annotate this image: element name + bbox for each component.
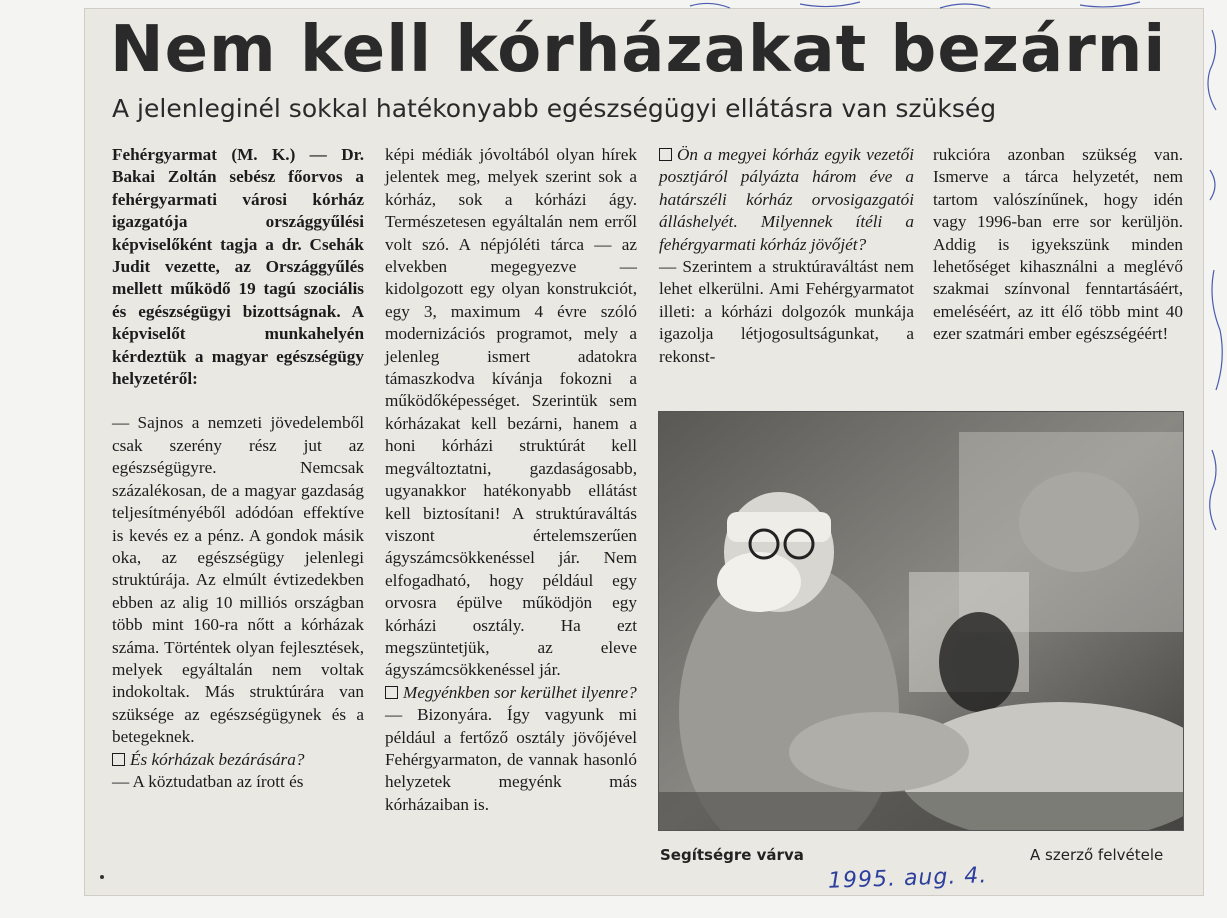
lead-bold-text: Dr. Bakai Zoltán sebész főorvos a fehérgyarmati városi kórház igazgatója országgyűlési képviselőként tagja a dr. Csehák Judit vezette, az Országgyűlés mellett működő 19 tagú szociális és egészségügyi bizottságnak. A képviselőt munkahelyén kérdeztük a magyar egészségügy helyzetéről:	[112, 145, 364, 389]
column-2-answer: — Bizonyára. Így vagyunk mi például a fertőző osztály jövőjével Fehérgyarmaton, de vannak hasonló helyzetek megyénk más kórházaiban is.	[385, 705, 637, 814]
column-3-answer: — Szerintem a struktúraváltást nem lehet elkerülni. Ami Fehérgyarmatot illeti: a kórházi dolgozók munkája igazolja létjogosultságunkat, a rekonst-	[659, 257, 914, 366]
column-2-text: képi médiák jóvoltából olyan hírek jelentek meg, melyek szerint sok a kórház, sok a kórházi ágy. Természetesen egyáltalán nem erről volt szó. A népjóléti tárca — az elvekben megegyezve — kidolgozott egy olyan konstrukciót, egy 3, maximum 4 évre szóló modernizációs programot, mely a jelenleg ismert adatokra támaszkodva kívánja fokozni a működőképességet. Szerintük sem kórházakat kell bezárni, hanem a honi kórházi struktúrát kell megváltoztatni, gazdaságosabb, ugyanakkor hatékonyabb ellátást kell biztosítani! A struktúraváltás viszont értelemszerűen ágyszámcsökkenéssel jár. Nem elfogadható, hogy például egy orvosra épülve működjön egy kórházi osztály. Ha ezt megszüntetjük, az eleve ágyszámcsökkenéssel jár.	[385, 145, 637, 680]
question-1	[112, 749, 364, 771]
article-subheadline: A jelenleginél sokkal hatékonyabb egészségügyi ellátásra van szükség	[112, 94, 997, 123]
question-box-icon	[112, 753, 125, 766]
column-4	[933, 144, 1183, 346]
photo-credit: A szerző felvétele	[1030, 846, 1164, 864]
answer-paragraph-2-start: — A köztudatban az írott és	[112, 771, 304, 791]
answer-paragraph-1: — Sajnos a nemzeti jövedelemből csak szerény rész jut az egészségügyre. Nemcsak százalékosan, de a magyar gazdaság teljesítményéből adódóan effektíve is kevés ez a pénz. A gondok másik oka, az egészségügy jelenlegi struktúrája. Az elmúlt évtizedekben ebben az alig 10 milliós országban több mint 160-ra nőtt a kórházak száma. Történtek olyan fejlesztések, melyek egyáltalán nem voltak indokoltak. Más struktúrára van szüksége az egészségügynek és a betegeknek.	[112, 413, 364, 747]
dateline: Fehérgyarmat (M. K.) —	[112, 145, 327, 164]
question-2-text: Megyénkben sor kerülhet ilyenre?	[403, 682, 637, 702]
print-dot	[100, 875, 104, 879]
article-photo	[658, 411, 1184, 831]
question-2	[385, 682, 637, 704]
article-headline: Nem kell kórházakat bezárni	[110, 13, 1167, 87]
column-1	[112, 144, 364, 793]
question-1-text: És kórházak bezárására?	[130, 749, 305, 769]
top-edge-scribble	[680, 0, 1200, 12]
question-box-icon	[659, 148, 672, 161]
question-3	[659, 144, 914, 256]
photo-caption: Segítségre várva	[660, 846, 804, 864]
column-4-text: rukcióra azonban szükség van. Ismerve a tárca helyzetét, nem tartom valószínűnek, hogy idén vagy 1996-ban erre sor kerüljön. Addig is igyekszünk minden lehetőséget kihasználni a meglévő szakmai színvonal fenntartásáért, emeléséért, az itt élő több mint 40 ezer szatmári ember egészségéért!	[933, 145, 1183, 344]
question-3-text: Ön a megyei kórház egyik vezetői posztjáról pályázta három éve a határszéli kórház orvosigazgatói álláshelyét. Milyennek ítéli a fehérgyarmati kórház jövőjét?	[659, 145, 914, 254]
margin-scribble	[1206, 10, 1226, 570]
handwritten-date: 1995. aug. 4.	[827, 863, 988, 894]
photo-illustration	[659, 412, 1184, 831]
column-3	[659, 144, 914, 368]
lead-paragraph	[112, 144, 364, 390]
question-box-icon	[385, 686, 398, 699]
column-2	[385, 144, 637, 816]
